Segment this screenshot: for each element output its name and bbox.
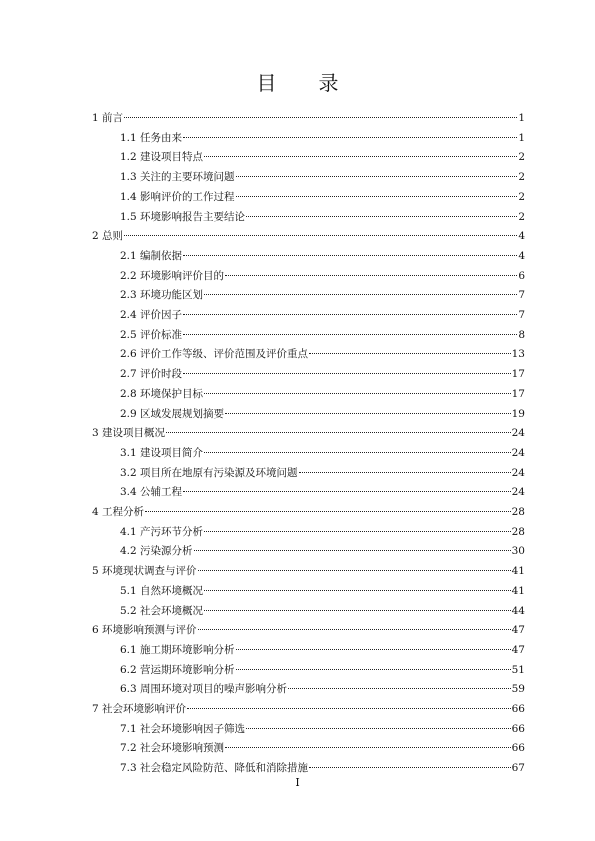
toc-entry[interactable] xyxy=(120,642,525,658)
dot-leader xyxy=(225,275,517,276)
toc-entry[interactable] xyxy=(120,721,525,737)
dot-leader xyxy=(236,669,511,670)
toc-entry-page: 2 xyxy=(518,151,525,164)
toc-entry[interactable] xyxy=(120,268,525,284)
dot-leader xyxy=(204,452,511,453)
toc-entry-page: 17 xyxy=(511,368,525,381)
toc-entry[interactable] xyxy=(92,228,525,244)
toc-entry-page: 28 xyxy=(511,506,525,518)
dot-leader xyxy=(204,590,511,591)
dot-leader xyxy=(225,747,511,748)
dot-leader xyxy=(198,570,511,571)
toc-entry-label: 5.1 自然环境概况 xyxy=(120,584,204,597)
page-title: 目录 xyxy=(256,71,381,95)
dot-leader xyxy=(198,629,511,630)
toc-entry-label: 3.2 项目所在地原有污染源及环境问题 xyxy=(120,466,298,479)
toc-entry-label: 5.2 社会环境概况 xyxy=(120,604,204,617)
toc-entry-label: 7.2 社会环境影响预测 xyxy=(120,742,225,755)
toc-entry[interactable] xyxy=(120,406,525,422)
toc-entry-page: 8 xyxy=(518,328,525,341)
dot-leader xyxy=(236,176,518,177)
toc-entry[interactable] xyxy=(120,130,525,146)
toc-entry[interactable] xyxy=(120,445,525,461)
toc-entry[interactable] xyxy=(92,701,525,717)
toc-entry-label: 3.4 公辅工程 xyxy=(120,486,183,499)
toc-entry-page: 2 xyxy=(518,210,525,223)
toc-entry[interactable] xyxy=(120,189,525,205)
toc-entry-label: 1.2 建设项目特点 xyxy=(120,151,204,164)
toc-entry[interactable] xyxy=(92,110,525,126)
dot-leader xyxy=(183,334,517,335)
toc-entry[interactable] xyxy=(120,524,525,540)
toc-entry-label: 2.3 环境功能区划 xyxy=(120,289,204,302)
toc-entry[interactable] xyxy=(120,740,525,756)
toc-entry[interactable] xyxy=(120,484,525,500)
dot-leader xyxy=(236,649,511,650)
toc-entry[interactable] xyxy=(120,465,525,481)
dot-leader xyxy=(299,472,511,473)
dot-leader xyxy=(246,728,511,729)
toc-entry-label: 2.2 环境影响评价目的 xyxy=(120,269,225,282)
toc-entry-page: 44 xyxy=(511,604,525,617)
toc-entry-page: 6 xyxy=(518,269,525,282)
toc-entry[interactable] xyxy=(92,425,525,441)
toc-entry-label: 2.7 评价时段 xyxy=(120,368,183,381)
dot-leader xyxy=(204,531,511,532)
toc-entry[interactable] xyxy=(120,327,525,343)
toc-entry-label: 2.1 编制依据 xyxy=(120,249,183,262)
dot-leader xyxy=(124,235,517,236)
toc-entry-page: 66 xyxy=(511,722,525,735)
toc-entry-label: 1.3 关注的主要环境问题 xyxy=(120,171,235,184)
toc-entry-label: 4.2 污染源分析 xyxy=(120,545,193,558)
toc-entry[interactable] xyxy=(120,760,525,776)
toc-entry-page: 2 xyxy=(518,190,525,203)
dot-leader xyxy=(187,708,511,709)
toc-entry-page: 41 xyxy=(511,584,525,597)
toc-entry-label: 7.1 社会环境影响因子筛选 xyxy=(120,722,246,735)
toc-entry[interactable] xyxy=(120,386,525,402)
toc-entry-label: 2.8 环境保护目标 xyxy=(120,387,204,400)
dot-leader xyxy=(309,353,511,354)
dot-leader xyxy=(204,156,517,157)
dot-leader xyxy=(309,767,511,768)
toc-entry-page: 47 xyxy=(511,643,525,656)
toc-entry[interactable] xyxy=(92,622,525,638)
toc-entry-label: 3 建设项目概况 xyxy=(92,427,166,440)
toc-entry-label: 5 环境现状调查与评价 xyxy=(92,565,197,578)
dot-leader xyxy=(246,216,517,217)
dot-leader xyxy=(204,294,517,295)
toc-entry-page: 30 xyxy=(511,545,525,558)
toc-entry-label: 1.4 影响评价的工作过程 xyxy=(120,190,235,203)
dot-leader xyxy=(288,688,511,689)
dot-leader xyxy=(145,511,511,512)
dot-leader xyxy=(183,314,517,315)
toc-entry-label: 6 环境影响预测与评价 xyxy=(92,624,197,637)
toc-entry-page: 7 xyxy=(518,309,525,321)
toc-entry-label: 3.1 建设项目简介 xyxy=(120,446,204,459)
toc-entry-page: 7 xyxy=(518,289,525,302)
toc-entry-label: 7 社会环境影响评价 xyxy=(92,703,187,715)
toc-entry[interactable] xyxy=(120,366,525,382)
toc-entry-page: 41 xyxy=(511,565,525,578)
toc-entry-page: 59 xyxy=(511,683,525,696)
toc-entry[interactable] xyxy=(120,287,525,303)
dot-leader xyxy=(194,550,511,551)
toc-entry-page: 66 xyxy=(511,703,525,715)
dot-leader xyxy=(225,413,511,414)
toc-entry-label: 4 工程分析 xyxy=(92,506,145,518)
toc-entry-page: 51 xyxy=(511,663,525,676)
toc-entry[interactable] xyxy=(120,248,525,264)
toc-entry-page: 28 xyxy=(511,525,525,538)
toc-entry-page: 24 xyxy=(511,427,525,440)
dot-leader xyxy=(204,393,511,394)
toc-entry[interactable] xyxy=(120,209,525,225)
toc-entry-label: 2 总则 xyxy=(92,230,124,243)
toc-entry-page: 66 xyxy=(511,742,525,755)
toc-entry-label: 6.3 周围环境对项目的噪声影响分析 xyxy=(120,683,288,696)
dot-leader xyxy=(204,610,511,611)
toc-entry-page: 13 xyxy=(511,348,525,361)
toc-entry[interactable] xyxy=(120,583,525,599)
page-number: I xyxy=(295,776,300,789)
toc-entry-label: 4.1 产污环节分析 xyxy=(120,525,204,538)
toc-entry[interactable] xyxy=(120,169,525,185)
toc-entry-label: 2.4 评价因子 xyxy=(120,309,183,321)
toc-entry[interactable] xyxy=(92,504,525,520)
dot-leader xyxy=(236,196,518,197)
dot-leader xyxy=(183,137,517,138)
toc-entry[interactable] xyxy=(120,307,525,323)
toc-entry-page: 24 xyxy=(511,486,525,499)
toc-entry[interactable] xyxy=(120,603,525,619)
toc-entry-label: 2.6 评价工作等级、评价范围及评价重点 xyxy=(120,348,309,361)
toc-entry-label: 6.1 施工期环境影响分析 xyxy=(120,643,235,656)
toc-entry-page: 4 xyxy=(518,230,525,243)
dot-leader xyxy=(183,255,517,256)
toc-entry-page: 24 xyxy=(511,466,525,479)
toc-entry-page: 17 xyxy=(511,387,525,400)
toc-entry-label: 1.1 任务由来 xyxy=(120,131,183,144)
toc-entry-label: 2.5 评价标准 xyxy=(120,328,183,341)
toc-entry-page: 1 xyxy=(518,112,525,124)
toc-entry-page: 4 xyxy=(518,249,525,262)
toc-entry-label: 7.3 社会稳定风险防范、降低和消除措施 xyxy=(120,762,309,775)
toc-entry[interactable] xyxy=(120,662,525,678)
toc-entry-label: 1 前言 xyxy=(92,112,124,124)
toc-entry-page: 67 xyxy=(511,762,525,775)
toc-entry[interactable] xyxy=(120,346,525,362)
toc-entry-page: 1 xyxy=(518,131,525,144)
dot-leader xyxy=(166,432,511,433)
toc-entry-label: 6.2 营运期环境影响分析 xyxy=(120,663,235,676)
dot-leader xyxy=(183,491,511,492)
toc-entry-label: 2.9 区域发展规划摘要 xyxy=(120,407,225,420)
toc-entry-label: 1.5 环境影响报告主要结论 xyxy=(120,210,246,223)
toc-entry-page: 47 xyxy=(511,624,525,637)
toc-entry[interactable] xyxy=(120,681,525,697)
toc-entry[interactable] xyxy=(120,149,525,165)
toc-entry-page: 19 xyxy=(511,407,525,420)
toc-entry-page: 24 xyxy=(511,446,525,459)
toc-entry-page: 2 xyxy=(518,171,525,184)
dot-leader xyxy=(183,373,511,374)
toc-entry[interactable] xyxy=(92,563,525,579)
toc-entry[interactable] xyxy=(120,543,525,559)
dot-leader xyxy=(124,117,517,118)
